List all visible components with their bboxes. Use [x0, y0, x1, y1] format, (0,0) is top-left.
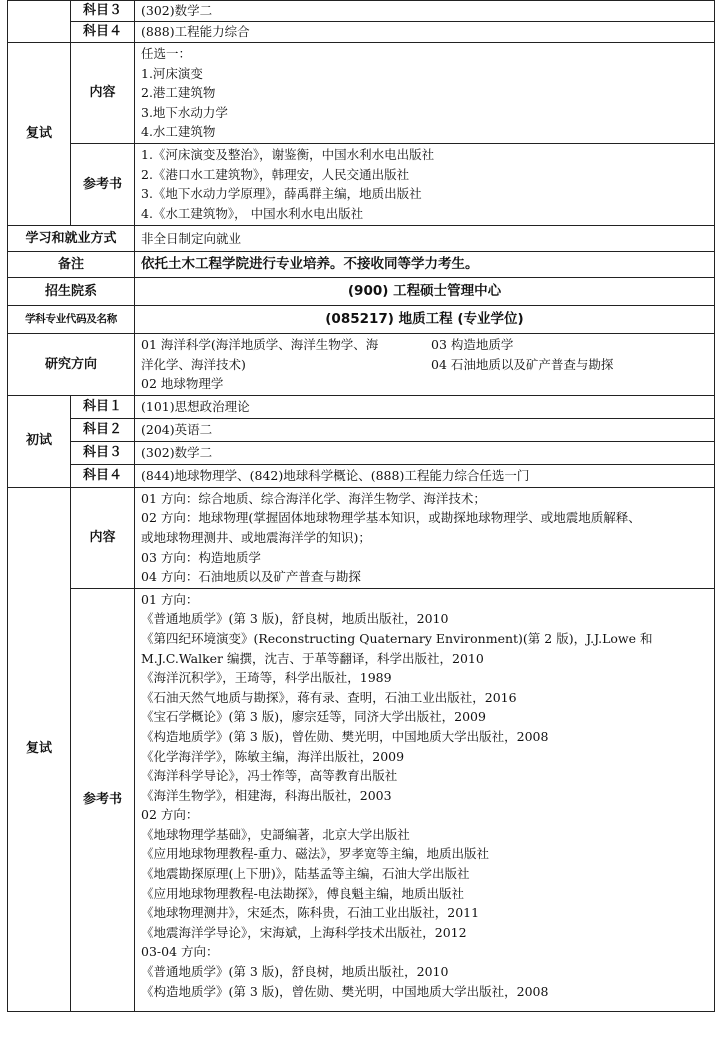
top-retest-content-row	[8, 43, 715, 144]
retest2-label: 复试	[8, 487, 71, 1011]
top-retest-label: 复试	[8, 43, 71, 226]
prelim-subject4-value: (844)地球物理学、(842)地球科学概论、(888)工程能力综合任选一门	[135, 464, 715, 487]
study-mode-value: 非全日制定向就业	[135, 225, 715, 251]
remark-label: 备注	[8, 251, 135, 277]
book-line: 《普通地质学》(第 3 版)，舒良树，地质出版社，2010	[141, 611, 449, 627]
book-line: 《海洋生物学》，相建海，科海出版社，2003	[141, 787, 392, 803]
school-label: 招生院系	[8, 277, 135, 305]
retest2-books-row	[8, 588, 715, 1011]
top-subject3-label: 科目３	[71, 1, 135, 22]
research-left	[141, 335, 431, 394]
content-line: 04 方向：石油地质以及矿产普查与勘探	[141, 569, 361, 585]
remark-value: 依托土木工程学院进行专业培养。不接收同等学力考生。	[135, 251, 715, 277]
direction-line: 03 构造地质学	[431, 336, 514, 352]
retest2-content-row	[8, 487, 715, 588]
prelim-subject3-row	[8, 441, 715, 464]
content-line: 或地球物理测井、或地震海洋学的知识)；	[141, 529, 371, 545]
content-line: 4.水工建筑物	[141, 124, 216, 140]
research-right	[431, 335, 708, 394]
book-line: 《宝石学概论》(第 3 版)，廖宗廷等，同济大学出版社，2009	[141, 709, 486, 725]
top-retest-books-row	[8, 143, 715, 225]
book-line: 4.《水工建筑物》， 中国水利水电出版社	[141, 205, 364, 221]
research-row	[8, 333, 715, 395]
book-line: 01 方向：	[141, 591, 199, 607]
top-retest-books	[135, 143, 715, 225]
major-value: (085217) 地质工程 (专业学位)	[135, 305, 715, 333]
book-line: 《第四纪环境演变》(Reconstructing Quaternary Environment)(第 2 版)，J.J.Lowe 和	[141, 630, 653, 646]
research-grid	[141, 335, 708, 394]
prelim-subject2-value: (204)英语二	[135, 418, 715, 441]
content-line: 02 方向：地球物理(掌握固体地球物理学基本知识，或勘探地球物理学、或地震地质解释、	[141, 510, 641, 526]
direction-line: 洋化学、海洋技术)	[141, 356, 246, 372]
book-line: 《海洋科学导论》，冯士筰等，高等教育出版社	[141, 768, 398, 784]
book-line: 《石油天然气地质与勘探》，蒋有录、查明，石油工业出版社，2016	[141, 689, 517, 705]
book-line: 《应用地球物理教程-电法勘探》，傅良魁主编，地质出版社	[141, 885, 464, 901]
top-prelim-cell	[8, 1, 71, 43]
content-line: 任选一：	[141, 46, 192, 61]
top-subject4-value: (888)工程能力综合	[135, 22, 715, 43]
book-line: 《构造地质学》(第 3 版)，曾佐勋、樊光明，中国地质大学出版社，2008	[141, 983, 549, 999]
direction-line: 04 石油地质以及矿产普查与勘探	[431, 356, 614, 372]
book-line: 《地震勘探原理(上下册)》，陆基孟等主编，石油大学出版社	[141, 866, 470, 882]
book-line: 1.《河床演变及整治》，谢鉴衡，中国水利水电出版社	[141, 146, 435, 162]
top-retest-content	[135, 43, 715, 144]
content-line: 03 方向：构造地质学	[141, 549, 261, 565]
study-mode-label: 学习和就业方式	[8, 225, 135, 251]
top-retest-content-label: 内容	[71, 43, 135, 144]
top-subject4-row	[8, 22, 715, 43]
retest2-books-label: 参考书	[71, 588, 135, 1011]
book-line: 《化学海洋学》，陈敏主编，海洋出版社，2009	[141, 748, 405, 764]
major-label: 学科专业代码及名称	[8, 305, 135, 333]
major-row	[8, 305, 715, 333]
prelim-subject4-label: 科目４	[71, 464, 135, 487]
top-subject3-value: (302)数学二	[135, 1, 715, 22]
book-line: 《应用地球物理教程-重力、磁法》，罗孝宽等主编，地质出版社	[141, 846, 489, 862]
research-label: 研究方向	[8, 333, 135, 395]
prelim-subject3-label: 科目３	[71, 441, 135, 464]
catalog-table	[7, 0, 715, 1012]
prelim-label: 初试	[8, 395, 71, 487]
book-line: 03-04 方向：	[141, 944, 219, 960]
top-subject4-label: 科目４	[71, 22, 135, 43]
content-line: 3.地下水动力学	[141, 104, 228, 120]
content-line: 01 方向：综合地质、综合海洋化学、海洋生物学、海洋技术；	[141, 490, 486, 506]
prelim-subject1-value: (101)思想政治理论	[135, 395, 715, 418]
book-line: 《地球物理测井》，宋延杰，陈科贵，石油工业出版社，2011	[141, 905, 480, 921]
prelim-subject2-label: 科目２	[71, 418, 135, 441]
book-line: 2.《港口水工建筑物》，韩理安，人民交通出版社	[141, 166, 410, 182]
book-line: 《地球物理学基础》，史謌编著，北京大学出版社	[141, 826, 410, 842]
top-retest-books-label: 参考书	[71, 143, 135, 225]
study-mode-row	[8, 225, 715, 251]
content-line: 2.港工建筑物	[141, 85, 216, 101]
prelim-subject1-row	[8, 395, 715, 418]
prelim-subject4-row	[8, 464, 715, 487]
prelim-subject1-label: 科目１	[71, 395, 135, 418]
research-directions	[135, 333, 715, 395]
retest2-content	[135, 487, 715, 588]
school-value: (900) 工程硕士管理中心	[135, 277, 715, 305]
book-line: 《海洋沉积学》，王琦等，科学出版社，1989	[141, 670, 392, 686]
retest2-content-label: 内容	[71, 487, 135, 588]
book-line: 《构造地质学》(第 3 版)，曾佐勋、樊光明，中国地质大学出版社，2008	[141, 728, 549, 744]
book-line: 《地震海洋学导论》，宋海斌，上海科学技术出版社，2012	[141, 924, 467, 940]
book-line: 02 方向：	[141, 807, 199, 823]
school-row	[8, 277, 715, 305]
retest2-books	[135, 588, 715, 1011]
prelim-subject3-value: (302)数学二	[135, 441, 715, 464]
content-line: 1.河床演变	[141, 65, 203, 81]
remark-row	[8, 251, 715, 277]
book-line: 3.《地下水动力学原理》，薛禹群主编，地质出版社	[141, 186, 422, 202]
direction-line: 02 地球物理学	[141, 376, 224, 392]
admission-catalog-page	[7, 0, 714, 1033]
book-line: M.J.C.Walker 编撰，沈吉、于革等翻译，科学出版社，2010	[141, 650, 484, 666]
top-subject3-row	[8, 1, 715, 22]
book-line: 《普通地质学》(第 3 版)，舒良树，地质出版社，2010	[141, 964, 449, 980]
direction-line: 01 海洋科学(海洋地质学、海洋生物学、海	[141, 336, 379, 352]
prelim-subject2-row	[8, 418, 715, 441]
